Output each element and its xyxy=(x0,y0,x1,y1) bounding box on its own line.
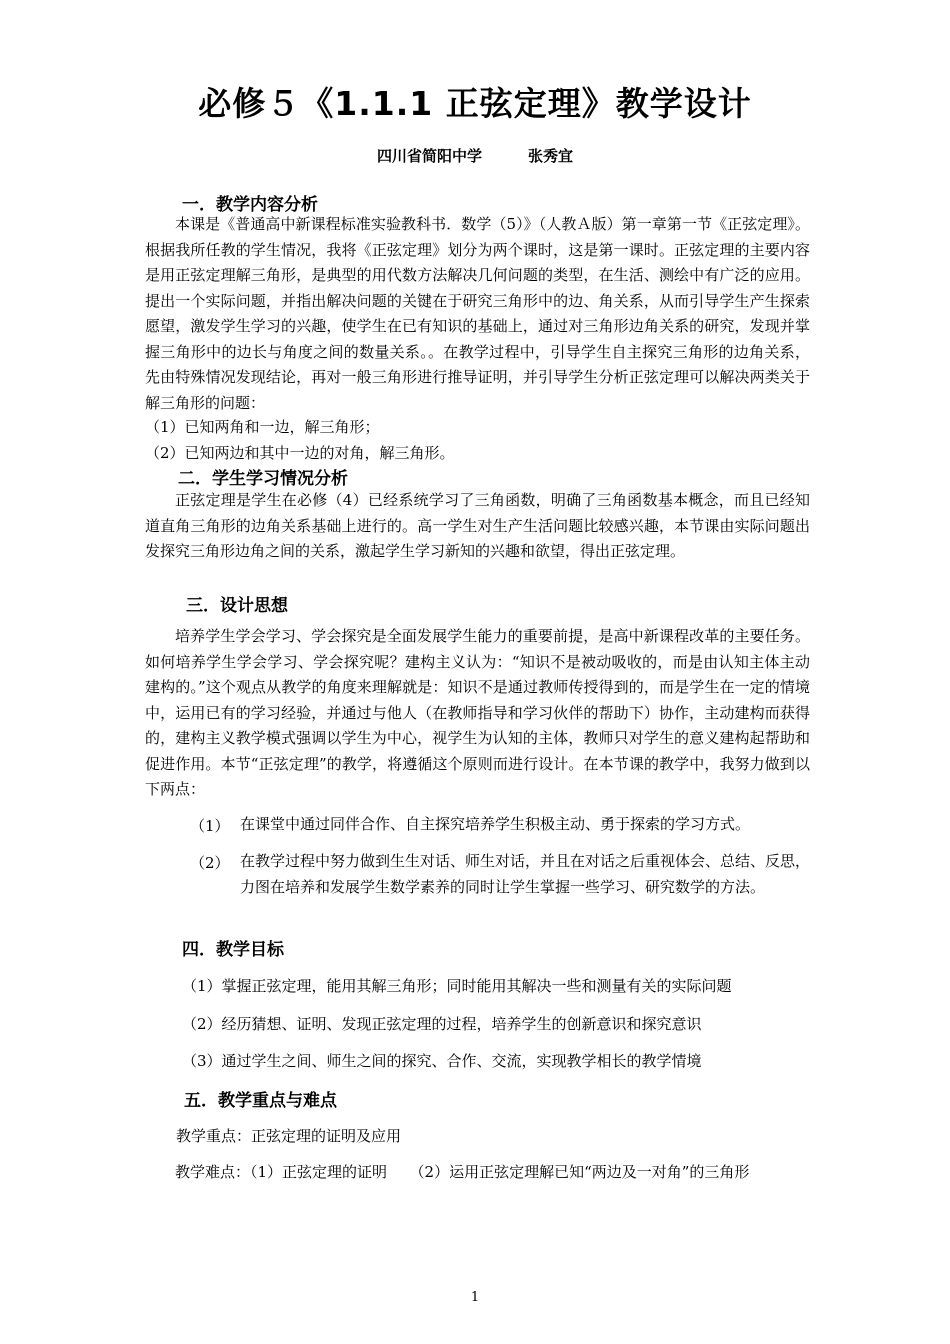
section-heading-design-idea: 三．设计思想 xyxy=(186,596,288,616)
goal-1: （1）掌握正弦定理，能用其解三角形；同时能用其解决一些和测量有关的实际问题 xyxy=(182,977,732,995)
document-title: 必修５《1.1.1 正弦定理》教学设计 xyxy=(198,84,752,123)
design-item-2-number: （2） xyxy=(190,854,230,872)
section-body-content-analysis: 本课是《普通高中新课程标准实验教科书．数学（5）》（人教Ａ版）第一章第一节《正弦定理》。根据我所任教的学生情况，我将《正弦定理》划分为两个课时，这是第一课时。正弦定理的主要内容是用正弦定理解三角形，是典型的用代数方法解决几何问题的类型，在生活、测绘中有广泛的应用。提出一个实际问题，并指出解决问题的关键在于研究三角形中的边、角关系，从而引导学生产生探索愿望，激发学生学习的兴趣，使学生在已有知识的基础上，通过对三角形边角关系的研究，发现并掌握三角形中的边长与角度之间的数量关系。。在教学过程中，引导学生自主探究三角形的边角关系，先由特殊情况发现结论，再对一般三角形进行推导证明，并引导学生分析正弦定理可以解决两类关于解三角形的问题： xyxy=(145,215,810,412)
design-item-2-text: 在教学过程中努力做到生生对话、师生对话，并且在对话之后重视体会、总结、反思，力图在培养和发展学生数学素养的同时让学生掌握一些学习、研究数学的方法。 xyxy=(240,852,811,896)
author-line xyxy=(0,145,950,166)
section-heading-key-points: 五．教学重点与难点 xyxy=(184,1091,337,1111)
design-item-1-number: （1） xyxy=(190,817,230,835)
content-analysis-item-2: （2）已知两边和其中一边的对角，解三角形。 xyxy=(145,444,455,462)
design-item-1-text: 在课堂中通过同伴合作、自主探究培养学生积极主动、勇于探索的学习方式。 xyxy=(240,815,751,833)
key-point: 教学重点：正弦定理的证明及应用 xyxy=(176,1127,402,1145)
page-number: 1 xyxy=(470,1290,480,1305)
goal-2: （2）经历猜想、证明、发现正弦定理的过程，培养学生的创新意识和探究意识 xyxy=(182,1015,702,1033)
section-heading-content-analysis: 一．教学内容分析 xyxy=(182,195,318,215)
section-body-design-idea: 培养学生学会学习、学会探究是全面发展学生能力的重要前提，是高中新课程改革的主要任务。如何培养学生学会学习、学会探究呢？建构主义认为：“知识不是被动吸收的，而是由认知主体主动建构的。”这个观点从教学的角度来理解就是：知识不是通过教师传授得到的，而是学生在一定的情境中，运用已有的学习经验，并通过与他人（在教师指导和学习伙伴的帮助下）协作，主动建构而获得的，建构主义教学模式强调以学生为中心，视学生为认知的主体，教师只对学生的意义建构起帮助和促进作用。本节“正弦定理”的教学，将遵循这个原则而进行设计。在本节课的教学中，我努力做到以下两点： xyxy=(145,627,810,798)
section-heading-student-analysis: 二．学生学习情况分析 xyxy=(178,469,348,489)
author-school: 四川省简阳中学 xyxy=(376,147,482,165)
difficulty-point: 教学难点：（1）正弦定理的证明 （2）运用正弦定理解已知“两边及一对角”的三角形 xyxy=(175,1163,750,1181)
goal-3: （3）通过学生之间、师生之间的探究、合作、交流，实现教学相长的教学情境 xyxy=(182,1052,702,1070)
author-name: 张秀宜 xyxy=(528,147,574,165)
section-heading-goals: 四．教学目标 xyxy=(182,940,284,960)
section-body-student-analysis: 正弦定理是学生在必修（4）已经系统学习了三角函数，明确了三角函数基本概念，而且已经知道直角三角形的边角关系基础上进行的。高一学生对生产生活问题比较感兴趣，本节课由实际问题出发探究三角形边角之间的关系，激起学生学习新知的兴趣和欲望，得出正弦定理。 xyxy=(145,491,810,560)
content-analysis-item-1: （1）已知两角和一边，解三角形； xyxy=(145,418,380,436)
